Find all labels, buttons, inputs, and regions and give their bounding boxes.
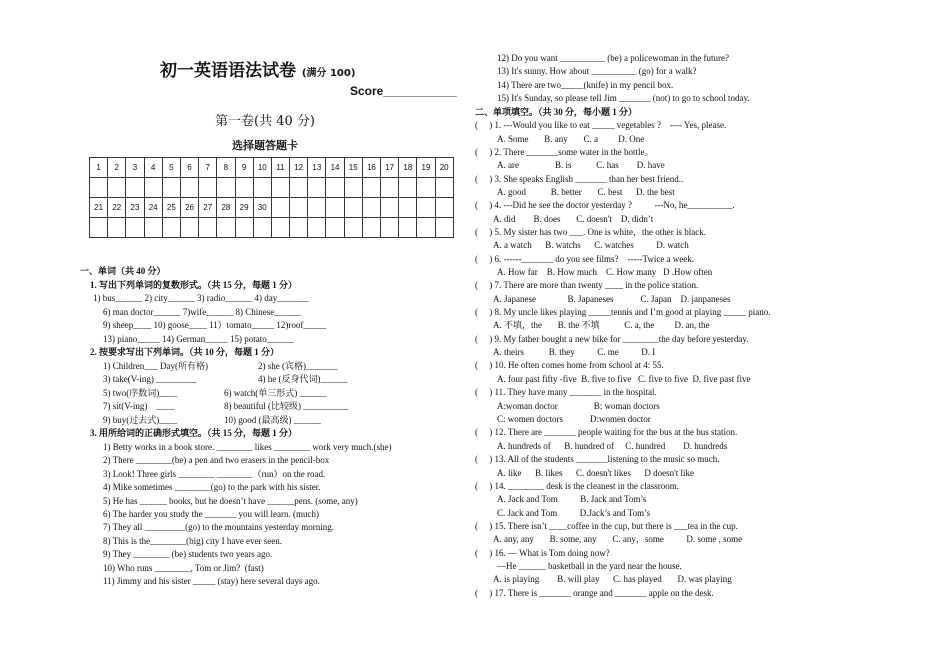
score-field: Score___________	[350, 84, 457, 98]
grid-cell: 8	[217, 158, 235, 178]
grid-cell: 17	[381, 158, 399, 178]
answer-cell[interactable]	[344, 178, 362, 198]
grid-cell	[290, 198, 308, 218]
grid-cell: 14	[326, 158, 344, 178]
grid-cell: 7	[199, 158, 217, 178]
question-line: 11) Jimmy and his sister _____ (stay) here several days ago.	[103, 576, 320, 586]
question-line: ( ) 3. She speaks English _______ than her best friend..	[475, 174, 684, 184]
grid-row-answers-2	[90, 218, 454, 238]
question-line: 10) good (最高级) ______	[224, 415, 321, 425]
grid-cell	[417, 198, 435, 218]
question-line: ( ) 12. There are _______ people waiting for the bus at the bus station.	[475, 427, 738, 437]
grid-cell	[271, 198, 289, 218]
option-line: A. four past fifty -five B. five to five C. five to five D. five past five	[497, 374, 751, 384]
answer-cell[interactable]	[253, 178, 271, 198]
answer-cell[interactable]	[90, 178, 108, 198]
answer-cell[interactable]	[144, 218, 162, 238]
answer-cell[interactable]	[90, 218, 108, 238]
subsection-heading: 2. 按要求写出下列单词。（共 10 分，每题 1 分）	[90, 347, 280, 357]
question-line: 8) beautiful (比较级) __________	[224, 401, 349, 411]
question-line: 13) piano_____ 14) German_____ 15) potato______	[103, 334, 294, 344]
grid-cell: 19	[417, 158, 435, 178]
question-line: 1) Children___ Day(所有格)	[103, 361, 208, 371]
grid-cell: 4	[144, 158, 162, 178]
grid-row-numbers-2	[90, 198, 454, 218]
option-line: A. theirs B. they C. me D. I	[493, 347, 656, 357]
answer-cell[interactable]	[326, 178, 344, 198]
answer-cell[interactable]	[435, 178, 453, 198]
grid-cell: 22	[108, 198, 126, 218]
option-line: A. 不填，the B. the 不填 C. a, the D. an, the	[493, 320, 710, 330]
option-line: A. hundreds of B. hundred of C. hundred D. hundreds	[497, 441, 728, 451]
grid-cell: 2	[108, 158, 126, 178]
exam-title	[160, 56, 355, 81]
subsection-heading: 3. 用所给词的正确形式填空。（共 15 分，每题 1 分）	[90, 428, 298, 438]
question-line: 4) he (反身代词)______	[258, 374, 348, 384]
grid-cell: 21	[90, 198, 108, 218]
question-line: ( ) 17. There is _______ orange and _______ apple on the desk.	[475, 588, 714, 598]
question-line: 5) two(序数词)____	[103, 388, 178, 398]
question-line: ( ) 10. He often comes home from school at 4: 55.	[475, 360, 664, 370]
grid-cell: 24	[144, 198, 162, 218]
answer-cell[interactable]	[381, 178, 399, 198]
question-line: ( ) 16. — What is Tom doing now?	[475, 548, 610, 558]
answer-cell[interactable]	[108, 218, 126, 238]
answer-cell[interactable]	[271, 178, 289, 198]
answer-cell[interactable]	[271, 218, 289, 238]
question-line: —He ______ basketball in the yard near the house.	[497, 561, 682, 571]
subsection-heading: 1. 写出下列单词的复数形式。（共 15 分，每题 1 分）	[90, 280, 298, 290]
grid-cell: 30	[253, 198, 271, 218]
question-line: 7) They all _________(go) to the mountains yesterday morning.	[103, 522, 335, 532]
answer-card-title: 选择题答题卡	[232, 139, 298, 152]
answer-cell[interactable]	[344, 218, 362, 238]
grid-cell: 15	[344, 158, 362, 178]
question-line: ( ) 9. My father bought a new bike for ________the day before yesterday.	[475, 334, 749, 344]
option-line: A. did B. does C. doesn't D. didn’t	[493, 214, 654, 224]
answer-cell[interactable]	[399, 178, 417, 198]
answer-cell[interactable]	[362, 218, 380, 238]
answer-cell[interactable]	[417, 178, 435, 198]
answer-cell[interactable]	[290, 178, 308, 198]
answer-cell[interactable]	[162, 218, 180, 238]
section-heading: 二、单项填空。（共 30 分，每小题 1 分）	[475, 107, 638, 117]
answer-cell[interactable]	[199, 218, 217, 238]
question-line: ( ) 6. ------_______ do you see films? -----Twice a week.	[475, 254, 695, 264]
answer-cell[interactable]	[399, 218, 417, 238]
grid-cell: 12	[290, 158, 308, 178]
question-line: 2) she (宾格)_______	[258, 361, 338, 371]
answer-cell[interactable]	[108, 178, 126, 198]
exam-title-sub: (满分 100)	[301, 68, 356, 79]
option-line: C: women doctors D:women doctor	[497, 414, 651, 424]
answer-cell[interactable]	[362, 178, 380, 198]
section-heading: 一、单词（共 40 分）	[80, 266, 166, 276]
question-line: 6) The harder you study the _______ you will learn. (much)	[103, 509, 320, 519]
answer-cell[interactable]	[217, 218, 235, 238]
grid-cell	[399, 198, 417, 218]
question-line: 6) watch(单三形式) ______	[224, 388, 327, 398]
answer-cell[interactable]	[290, 218, 308, 238]
question-line: 9) sheep____ 10) goose____ 11）tomato_____ 12)roof_____	[103, 320, 326, 330]
exam-title-main: 初一英语语法试卷	[160, 61, 296, 81]
option-line: A. are B. is C. has D. have	[497, 160, 665, 170]
grid-cell: 28	[217, 198, 235, 218]
answer-cell[interactable]	[235, 178, 253, 198]
answer-cell[interactable]	[217, 178, 235, 198]
question-line: 14) There are two_____(knife) in my pencil box.	[497, 80, 674, 90]
option-line: A. any, any B. some, any C. any，some D. some , some	[493, 534, 743, 544]
answer-cell[interactable]	[180, 178, 198, 198]
grid-cell	[326, 198, 344, 218]
option-line: A. Japanese B. Japaneses C. Japan D. janpaneses	[493, 294, 731, 304]
answer-cell[interactable]	[235, 218, 253, 238]
answer-cell[interactable]	[199, 178, 217, 198]
grid-row-numbers-1	[90, 158, 454, 178]
answer-cell[interactable]	[308, 178, 326, 198]
question-line: 9) buy(过去式)____	[103, 415, 178, 425]
grid-cell: 1	[90, 158, 108, 178]
answer-cell[interactable]	[162, 178, 180, 198]
grid-cell: 25	[162, 198, 180, 218]
grid-cell: 13	[308, 158, 326, 178]
option-line: A:woman doctor B: woman doctors	[497, 401, 660, 411]
grid-cell: 27	[199, 198, 217, 218]
grid-cell: 20	[435, 158, 453, 178]
answer-cell[interactable]	[126, 218, 144, 238]
question-line: 1) Betty works in a book store. ________ likes ________ work very much.(she)	[103, 442, 392, 452]
answer-cell[interactable]	[126, 178, 144, 198]
answer-cell[interactable]	[381, 218, 399, 238]
question-line: ( ) 7. There are more than twenty ____ in the police station.	[475, 280, 699, 290]
answer-cell[interactable]	[308, 218, 326, 238]
option-line: A. a watch B. watchs C. watches D. watch	[493, 240, 689, 250]
option-line: A. Jack and Tom B. Jack and Tom’s	[497, 494, 647, 504]
grid-cell: 23	[126, 198, 144, 218]
question-line: 3) Look! Three girls ________ ________（run）on the road.	[103, 469, 326, 479]
question-line: 8) This is the________(big) city I have ever seen.	[103, 536, 283, 546]
option-line: A. Some B. any C. a D. One	[497, 134, 645, 144]
question-line: ( ) 15. There isn’t ____coffee in the cup, but there is ___tea in the cup.	[475, 521, 738, 531]
grid-cell: 29	[235, 198, 253, 218]
answer-cell[interactable]	[417, 218, 435, 238]
question-line: 12) Do you want __________ (be) a policewoman in the future?	[497, 53, 729, 63]
grid-row-answers-1	[90, 178, 454, 198]
question-line: 4) Mike sometimes ________(go) to the park with his sister.	[103, 482, 321, 492]
question-line: ( ) 11. They have many _______ in the hospital.	[475, 387, 657, 397]
question-line: ( ) 8. My uncle likes playing _____tennis and I’m good at playing _____ piano.	[475, 307, 771, 317]
question-line: ( ) 4. ---Did he see the doctor yesterday ? ---No, he__________.	[475, 200, 735, 210]
grid-cell	[381, 198, 399, 218]
question-line: 6) man doctor______ 7)wife______ 8) Chinese______	[103, 307, 302, 317]
grid-cell: 18	[399, 158, 417, 178]
question-line: 3) take(V-ing) _________	[103, 374, 197, 384]
answer-cell[interactable]	[435, 218, 453, 238]
answer-grid	[89, 157, 454, 238]
option-line: C. Jack and Tom D.Jack’s and Tom’s	[497, 508, 651, 518]
grid-cell	[308, 198, 326, 218]
question-line: 10) Who runs ________, Tom or Jim? (fast)	[103, 563, 264, 573]
question-line: ( ) 2. There _______some water in the bottle。	[475, 147, 654, 157]
grid-cell: 26	[180, 198, 198, 218]
answer-cell[interactable]	[144, 178, 162, 198]
grid-cell	[362, 198, 380, 218]
question-line: 15) It's Sunday, so please tell Jim _______ (not) to go to school today.	[497, 93, 750, 103]
question-line: ( ) 14. ________ desk is the cleanest in the classroom.	[475, 481, 679, 491]
grid-cell: 6	[180, 158, 198, 178]
question-line: ( ) 1. ---Would you like to eat _____ vegetables ? ---- Yes, please.	[475, 120, 727, 130]
grid-cell: 5	[162, 158, 180, 178]
grid-cell	[344, 198, 362, 218]
question-line: 9) They ________ (be) students two years ago.	[103, 549, 273, 559]
option-line: A. like B. likes C. doesn't likes D doesn't like	[497, 468, 694, 478]
question-line: 13) It's sunny. How about __________ (go) for a walk?	[497, 66, 697, 76]
question-line: 5) He has ______ books, but he doesn’t have ______pens. (some, any)	[103, 496, 358, 506]
answer-cell[interactable]	[253, 218, 271, 238]
answer-cell[interactable]	[326, 218, 344, 238]
grid-cell: 10	[253, 158, 271, 178]
part-heading: 第一卷(共 40 分)	[215, 114, 315, 129]
question-line: ( ) 5. My sister has two ___. One is white，the other is black.	[475, 227, 706, 237]
grid-cell: 16	[362, 158, 380, 178]
option-line: A. How far B. How much C. How many D .How often	[497, 267, 713, 277]
grid-cell: 9	[235, 158, 253, 178]
question-line: ( ) 13. All of the students _______listening to the music so much.	[475, 454, 720, 464]
answer-cell[interactable]	[180, 218, 198, 238]
question-line: 7) sit(V-ing) ____	[103, 401, 175, 411]
grid-cell: 11	[271, 158, 289, 178]
grid-cell	[435, 198, 453, 218]
option-line: A. is playing B. will play C. has played D. was playing	[493, 574, 732, 584]
question-line: 1) bus______ 2) city______ 3) radio______ 4) day_______	[93, 293, 309, 303]
question-line: 2) There ________(be) a pen and two erasers in the pencil-box	[103, 455, 330, 465]
grid-cell: 3	[126, 158, 144, 178]
option-line: A. good B. better C. best D. the best	[497, 187, 675, 197]
